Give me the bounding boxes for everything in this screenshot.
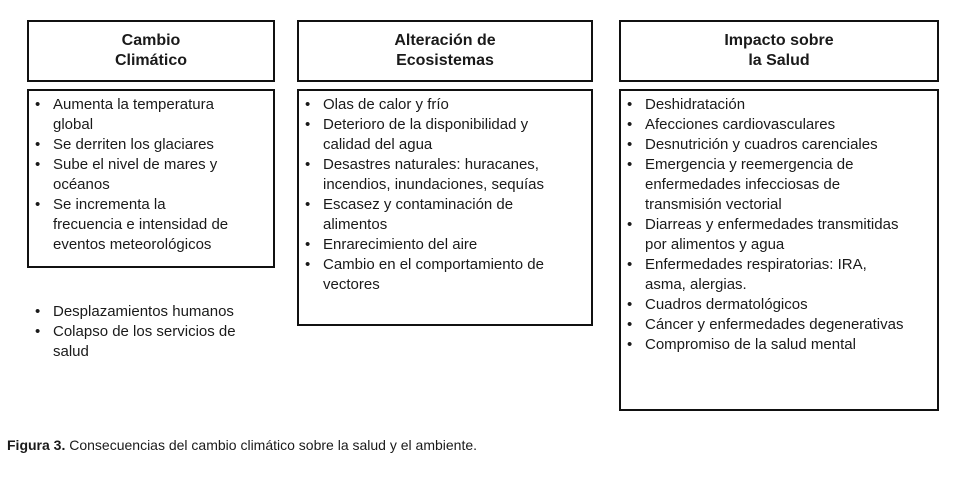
list-item: • Cambio en el comportamiento de vectores [299,255,561,295]
header-box-alteracion-ecosistemas [297,20,593,82]
list-item: • Afecciones cardiovasculares [621,115,911,135]
list-item: • Deshidratación [621,95,911,115]
list-item: • Escasez y contaminación de alimentos [299,195,561,235]
list-item: • Cáncer y enfermedades degenerativas [621,315,911,335]
list-item: • Colapso de los servicios de salud [29,322,259,362]
list-item: • Desnutrición y cuadros carenciales [621,135,911,155]
list-item: • Compromiso de la salud mental [621,335,911,355]
caption-text: Consecuencias del cambio climático sobre la salud y el ambiente. [65,437,478,453]
list-item: • Aumenta la temperatura global [29,95,234,135]
caption-label: Figura 3. [7,437,66,453]
header-alteracion-ecosistemas: Alteración de Ecosistemas [394,32,496,69]
box-cambio-climatico [27,89,275,268]
list-impacto-salud [621,95,911,355]
list-item: • Enrarecimiento del aire [299,235,561,255]
list-item: • Emergencia y reemergencia de enfermedades infecciosas de transmisión vectorial [621,155,911,215]
list-item: • Sube el nivel de mares y océanos [29,155,234,195]
list-alteracion-ecosistemas [299,95,561,295]
list-cambio-climatico [29,95,234,255]
list-item: • Enfermedades respiratorias: IRA, asma, alergias. [621,255,911,295]
header-cambio-climatico: Cambio Climático [114,32,187,69]
box-alteracion-ecosistemas [297,89,593,326]
list-item: • Desastres naturales: huracanes, incendios, inundaciones, sequías [299,155,561,195]
list-item: • Desplazamientos humanos [29,302,259,322]
box-impacto-salud [619,89,939,411]
header-box-impacto-salud [619,20,939,82]
list-item: • Cuadros dermatológicos [621,295,911,315]
header-box-cambio-climatico [27,20,275,82]
list-item: • Se derriten los glaciares [29,135,234,155]
list-item: • Diarreas y enfermedades transmitidas por alimentos y agua [621,215,911,255]
list-item: • Deterioro de la disponibilidad y calidad del agua [299,115,561,155]
list-item: • Olas de calor y frío [299,95,561,115]
list-item: • Se incrementa la frecuencia e intensidad de eventos meteorológicos [29,195,234,255]
header-impacto-salud: Impacto sobre la Salud [724,32,834,69]
list-extra-consequences [29,302,259,362]
figure-caption [7,436,477,454]
